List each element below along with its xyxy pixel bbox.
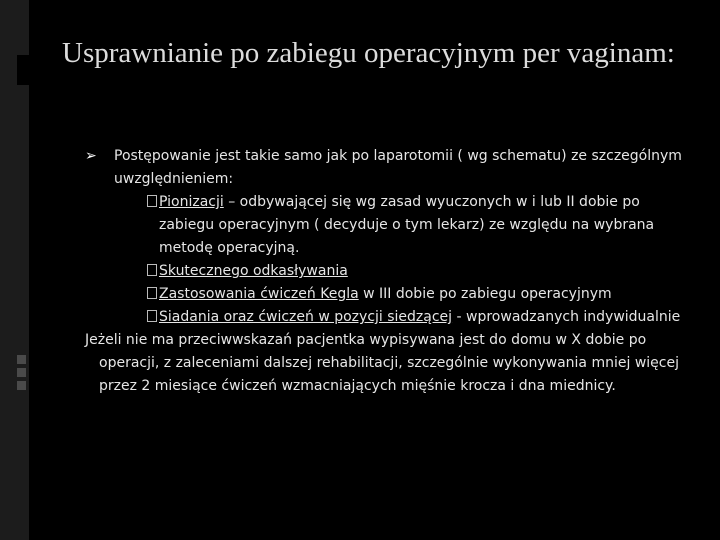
checkbox-bullet-icon [147,195,157,207]
slide-body [85,145,695,412]
checkbox-bullet-icon [147,310,157,322]
checkbox-bullet-icon [147,287,157,299]
sub-item [85,306,695,329]
left-accent-bar [17,55,29,85]
closing-paragraph: Jeżeli nie ma przeciwwskazań pacjentka wypisywana jest do domu w X dobie po operacji, z zaleceniami dalszej rehabilitacji, szczególnie wykonywania mniej więcej przez 2 miesiące ćwiczeń wzmacniających mięśnie krocza i dna miednicy. [85,332,679,394]
left-accent-square [17,355,26,364]
left-accent-square [17,368,26,377]
sub-item-key: Zastosowania ćwiczeń Kegla [159,286,359,302]
sub-item-key: Pionizacji [159,194,224,210]
main-bullet-text: Postępowanie jest takie samo jak po laparotomii ( wg schematu) ze szczególnym uwzględnieniem: [114,148,682,187]
main-bullet [85,145,695,191]
sub-item-text: - wprowadzanych indywidualnie [452,309,681,325]
slide-title: Usprawnianie po zabiegu operacyjnym per vaginam: [62,37,675,69]
checkbox-bullet-icon [147,264,157,276]
left-accent-square [17,381,26,390]
arrow-bullet-icon: ➢ [85,148,97,164]
sub-item-text: w III dobie po zabiegu operacyjnym [358,286,612,302]
sub-item [85,283,695,306]
sub-item-key: Skutecznego odkasływania [159,263,348,279]
sub-item [85,260,695,283]
sub-item-text: – odbywającej się wg zasad wyuczonych w i lub II dobie po zabiegu operacyjnym ( decyduje o tym lekarz) ze względu na wybrana metodę operacyjną. [159,194,655,256]
sub-item-key: Siadania oraz ćwiczeń w pozycji siedzącej [159,309,453,325]
sub-item [85,191,695,260]
